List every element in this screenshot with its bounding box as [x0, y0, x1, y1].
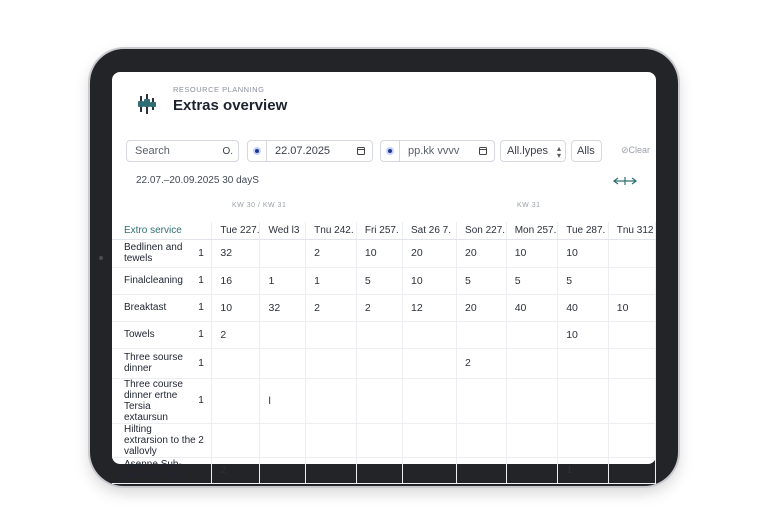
day-value-cell[interactable]: 5: [457, 267, 507, 294]
service-name: Breaktast: [112, 294, 196, 321]
tablet-camera: [99, 256, 103, 260]
day-column-header[interactable]: Tnu 242.: [306, 222, 357, 239]
day-value-cell[interactable]: 40: [558, 294, 609, 321]
day-value-cell[interactable]: [212, 423, 260, 457]
service-name: Asenne Sub-boards tinell: [112, 457, 196, 483]
service-quantity: 1: [196, 457, 212, 483]
page-header: [112, 72, 656, 132]
day-value-cell[interactable]: [356, 378, 402, 423]
day-value-cell[interactable]: 1: [306, 267, 357, 294]
table-row[interactable]: [112, 321, 656, 348]
day-value-cell[interactable]: [356, 321, 402, 348]
app-screen: [112, 72, 656, 481]
scroll-arrows-icon[interactable]: [612, 176, 638, 186]
day-value-cell[interactable]: [558, 378, 609, 423]
day-value-cell[interactable]: [608, 423, 655, 457]
day-column-header[interactable]: Tue 227.: [212, 222, 260, 239]
day-value-cell[interactable]: 2: [356, 294, 402, 321]
day-value-cell[interactable]: 20: [457, 239, 507, 267]
day-value-cell[interactable]: [306, 321, 357, 348]
day-value-cell[interactable]: 5: [558, 267, 609, 294]
day-value-cell[interactable]: 10: [558, 239, 609, 267]
day-value-cell[interactable]: [260, 423, 306, 457]
service-quantity: 2: [196, 423, 212, 457]
day-value-cell[interactable]: [212, 348, 260, 378]
day-value-cell[interactable]: [356, 423, 402, 457]
day-value-cell[interactable]: 10: [506, 239, 558, 267]
day-column-header[interactable]: Tnu 312: [608, 222, 655, 239]
day-value-cell[interactable]: 2: [306, 239, 357, 267]
day-value-cell[interactable]: [506, 378, 558, 423]
day-value-cell[interactable]: 10: [402, 267, 456, 294]
all-button[interactable]: [571, 140, 602, 162]
day-column-header[interactable]: Fri 257.: [356, 222, 402, 239]
day-value-cell[interactable]: 10: [356, 239, 402, 267]
service-name: Three course dinner ertne Tersia extaursun: [112, 378, 196, 423]
day-value-cell[interactable]: 12: [402, 294, 456, 321]
day-value-cell[interactable]: [260, 457, 306, 483]
search-input[interactable]: [126, 140, 239, 162]
day-value-cell[interactable]: [457, 423, 507, 457]
search-icon[interactable]: O.: [222, 146, 233, 157]
app-logo-icon: [136, 93, 158, 115]
day-value-cell[interactable]: [558, 423, 609, 457]
day-value-cell[interactable]: [356, 348, 402, 378]
week-label: KW 30 / KW 31: [232, 202, 287, 209]
day-column-header[interactable]: Tue 287.: [558, 222, 609, 239]
table-row[interactable]: [112, 423, 656, 457]
service-name: Three sourse dinner: [112, 348, 196, 378]
day-column-header[interactable]: Sat 26 7.: [402, 222, 456, 239]
extras-table: [112, 222, 656, 484]
day-value-cell[interactable]: 32: [212, 239, 260, 267]
table-row[interactable]: [112, 294, 656, 321]
date-from-indicator-icon[interactable]: [248, 141, 266, 161]
date-from-value: 22.07.2025: [275, 145, 331, 157]
service-name: Bedlinen and tewels: [112, 239, 196, 267]
day-value-cell[interactable]: [402, 423, 456, 457]
day-column-header[interactable]: Wed l3: [260, 222, 306, 239]
day-value-cell[interactable]: [402, 378, 456, 423]
day-value-cell[interactable]: [402, 457, 456, 483]
day-value-cell[interactable]: 10: [558, 321, 609, 348]
day-value-cell[interactable]: [608, 457, 655, 483]
day-value-cell[interactable]: [306, 457, 357, 483]
day-value-cell[interactable]: [608, 267, 655, 294]
day-value-cell[interactable]: [402, 321, 456, 348]
service-column-header[interactable]: Extro service: [112, 222, 212, 239]
table-row[interactable]: [112, 239, 656, 267]
day-column-header[interactable]: Mon 257.: [506, 222, 558, 239]
day-value-cell[interactable]: 5: [506, 267, 558, 294]
day-value-cell[interactable]: [506, 457, 558, 483]
day-value-cell[interactable]: [260, 348, 306, 378]
type-select[interactable]: [500, 140, 566, 162]
day-value-cell[interactable]: 10: [212, 294, 260, 321]
service-quantity: 1: [196, 239, 212, 267]
day-value-cell[interactable]: [306, 348, 357, 378]
day-value-cell[interactable]: 2: [457, 348, 507, 378]
day-value-cell[interactable]: 10: [608, 294, 655, 321]
calendar-icon[interactable]: [357, 147, 365, 155]
day-value-cell[interactable]: 2: [306, 294, 357, 321]
day-value-cell[interactable]: 16: [212, 267, 260, 294]
select-arrows-icon: ▴ ▾: [556, 144, 561, 160]
service-quantity: 1: [196, 321, 212, 348]
day-value-cell[interactable]: [356, 457, 402, 483]
day-value-cell[interactable]: 32: [260, 294, 306, 321]
day-value-cell[interactable]: [608, 348, 655, 378]
day-value-cell[interactable]: 5: [356, 267, 402, 294]
day-value-cell[interactable]: 2: [212, 321, 260, 348]
table-row[interactable]: [112, 457, 656, 483]
service-name: Hilting extrarsion to the vallovly: [112, 423, 196, 457]
day-value-cell[interactable]: [457, 321, 507, 348]
day-value-cell[interactable]: [260, 321, 306, 348]
day-value-cell[interactable]: [260, 239, 306, 267]
day-value-cell[interactable]: [457, 457, 507, 483]
service-quantity: 1: [196, 348, 212, 378]
table-row[interactable]: [112, 378, 656, 423]
page-title: Extras overview: [173, 97, 288, 114]
service-name: Finalcleaning: [112, 267, 196, 294]
day-value-cell[interactable]: [506, 423, 558, 457]
calendar-icon[interactable]: [479, 147, 487, 155]
day-value-cell[interactable]: 20: [402, 239, 456, 267]
day-value-cell[interactable]: 20: [457, 294, 507, 321]
day-value-cell[interactable]: [306, 378, 357, 423]
day-value-cell[interactable]: l: [260, 378, 306, 423]
date-from-field[interactable]: [247, 140, 373, 162]
date-to-field[interactable]: [380, 140, 495, 162]
date-to-indicator-icon[interactable]: [381, 141, 399, 161]
day-value-cell[interactable]: [608, 239, 655, 267]
table-row[interactable]: [112, 267, 656, 294]
day-value-cell[interactable]: 2: [212, 457, 260, 483]
date-range-summary: 22.07.–20.09.2025 30 dayS: [136, 175, 259, 186]
date-to-placeholder: pp.kk vvvv: [408, 145, 460, 157]
day-value-cell[interactable]: [402, 348, 456, 378]
day-value-cell[interactable]: [558, 348, 609, 378]
table-row[interactable]: [112, 348, 656, 378]
day-value-cell[interactable]: [608, 321, 655, 348]
week-label: KW 31: [517, 202, 541, 209]
day-column-header[interactable]: Son 227.: [457, 222, 507, 239]
table-header-row: [112, 222, 656, 239]
all-button-label: Alls: [577, 145, 595, 157]
service-quantity: 1: [196, 267, 212, 294]
type-select-value: All.lypes: [507, 145, 548, 157]
day-value-cell[interactable]: [506, 348, 558, 378]
day-value-cell[interactable]: 1: [260, 267, 306, 294]
day-value-cell[interactable]: 1: [558, 457, 609, 483]
section-eyebrow: RESOURCE PLANNING: [173, 85, 265, 94]
day-value-cell[interactable]: [457, 378, 507, 423]
day-value-cell[interactable]: [506, 321, 558, 348]
day-value-cell[interactable]: [212, 378, 260, 423]
service-quantity: 1: [196, 294, 212, 321]
day-value-cell[interactable]: [608, 378, 655, 423]
service-quantity: 1: [196, 378, 212, 423]
service-name: Towels: [112, 321, 196, 348]
day-value-cell[interactable]: 40: [506, 294, 558, 321]
day-value-cell[interactable]: [306, 423, 357, 457]
search-placeholder: Search: [135, 145, 170, 157]
clear-button[interactable]: ⊘Clear: [621, 145, 651, 155]
